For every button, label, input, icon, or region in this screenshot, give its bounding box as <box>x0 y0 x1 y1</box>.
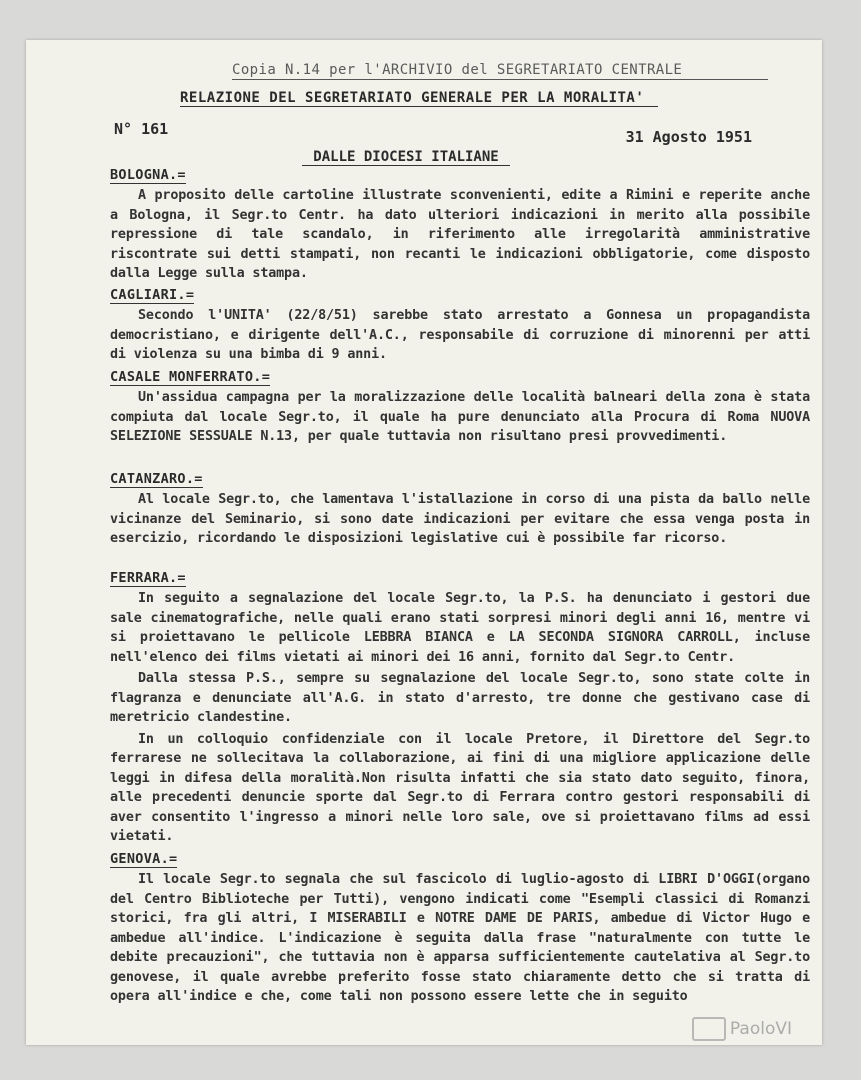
report-title: RELAZIONE DEL SEGRETARIATO GENERALE PER LA MORALITA' <box>180 90 658 107</box>
section-bologna <box>110 164 810 284</box>
watermark-text: PaoloVI <box>729 1019 792 1039</box>
section-heading: CAGLIARI.= <box>110 287 195 303</box>
archive-watermark <box>692 1017 792 1041</box>
archive-logo-icon <box>692 1017 726 1041</box>
section-paragraph: Il locale Segr.to segnala che sul fascicolo di luglio-agosto di LIBRI D'OGGI(organo del Centro Biblioteche per Tutti), vengono indicati come "Esempli classici di Romanzi storici, fra gli altri, I MISERABILI e NOTRE DAME DE PARIS, ambedue di Victor Hugo e ambedue all'indice. L'indicazione è seguita dalla frase "naturalmente con tutte le debite precauzioni", che tuttavia non è apparsa sufficientemente cautelativa al Segr.to genovese, il quale avrebbe preferito fosse stato chiaramente detto che si tratta di opera all'indice e che, come tali non possono essere lette che in seguito <box>110 872 810 1004</box>
document-page <box>26 40 822 1045</box>
section-casale-monferrato <box>110 366 810 447</box>
section-heading: FERRARA.= <box>110 570 186 586</box>
section-heading: GENOVA.= <box>110 851 178 867</box>
report-date: 31 Agosto 1951 <box>625 128 752 146</box>
section-paragraph: Secondo l'UNITA' (22/8/51) sarebbe stato arrestato a Gonnesa un propagandista democristiano, e dirigente dell'A.C., responsabile di corruzione di minorenni per atti di violenza su una bimba di 9 anni. <box>110 308 810 362</box>
section-cagliari <box>110 284 810 365</box>
section-paragraph: A proposito delle cartoline illustrate sconvenienti, edite a Rimini e reperite anche a Bologna, il Segr.to Centr. ha dato ulteriori indicazioni in merito alla possibile repressione di tale scandalo, in riferimento alle irregolarità amministrative riscontrate sui detti stampati, non recanti le indicazioni obbligatorie, come disposto dalla Legge sulla stampa. <box>110 188 810 281</box>
section-paragraph: In un colloquio confidenziale con il locale Pretore, il Direttore del Segr.to ferrarese ne sollecitava la collaborazione, ai fini di una migliore applicazione delle leggi in difesa della moralità.Non risulta infatti che sia stato dato seguito, finora, alle precedenti denuncie sporte dal Segr.to di Ferrara contro gestori responsabili di aver consentito l'ingresso a minori nelle loro sale, ove si proiettavano films ad essi vietati. <box>110 731 810 844</box>
archive-copy-line: Copia N.14 per l'ARCHIVIO del SEGRETARIATO CENTRALE <box>232 62 768 80</box>
section-ferrara <box>110 567 810 847</box>
section-heading: CATANZARO.= <box>110 471 203 487</box>
report-subtitle: DALLE DIOCESI ITALIANE <box>302 149 510 166</box>
section-heading: CASALE MONFERRATO.= <box>110 369 271 385</box>
section-heading: BOLOGNA.= <box>110 167 186 183</box>
section-paragraph: Dalla stessa P.S., sempre su segnalazione del locale Segr.to, sono state colte in flagranza e denunciate all'A.G. in stato d'arresto, tre donne che gestivano case di meretricio clandestine. <box>110 671 810 725</box>
section-paragraph: In seguito a segnalazione del locale Segr.to, la P.S. ha denunciato i gestori due sale cinematografiche, nelle quali erano stati sorpresi minori degli anni 16, mentre vi si proiettavano le pellicole LEBBRA BIANCA e LA SECONDA SIGNORA CARROLL, incluse nell'elenco dei films vietati ai minori dei 16 anni, fornito dal Segr.to Centr. <box>110 591 810 665</box>
section-paragraph: Un'assidua campagna per la moralizzazione delle località balneari della zona è stata compiuta dal locale Segr.to, il quale ha pure denunciato alla Procura di Roma NUOVA SELEZIONE SESSUALE N.13, per quale tuttavia non risultano presi provvedimenti. <box>110 390 810 444</box>
report-number: N° 161 <box>114 120 169 138</box>
section-catanzaro <box>110 468 810 549</box>
section-genova <box>110 848 810 1007</box>
section-paragraph: Al locale Segr.to, che lamentava l'istallazione in corso di una pista da ballo nelle vicinanze del Seminario, si sono date indicazioni per evitare che essa venga posta in esercizio, ricordando le disposizioni legislative cui è possibile far ricorso. <box>110 492 810 546</box>
